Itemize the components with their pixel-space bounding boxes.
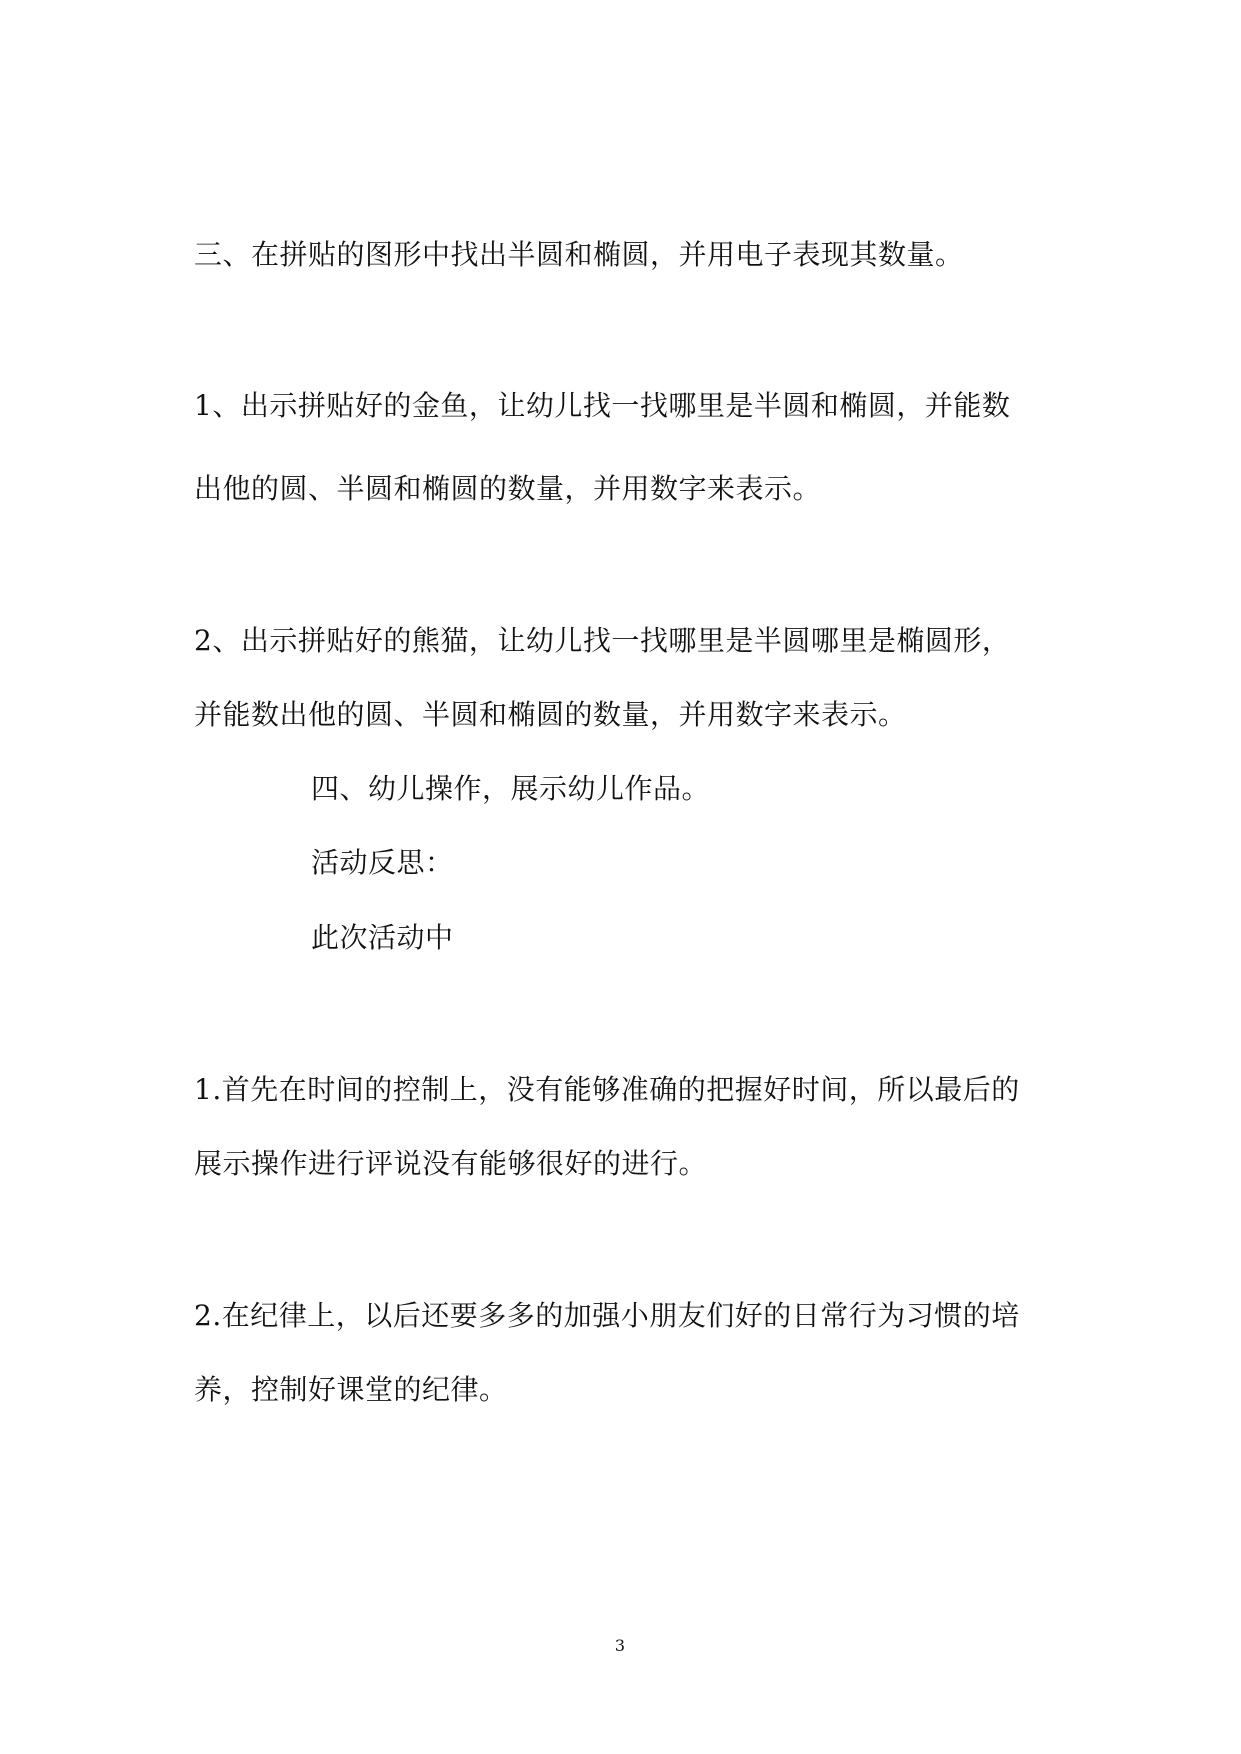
step-two-line-1: 2、出示拼贴好的熊猫，让幼儿找一找哪里是半圆哪里是椭圆形， [194,624,1011,657]
reflection-point-one-line-1: 1.首先在时间的控制上，没有能够准确的把握好时间，所以最后的 [194,1073,1020,1106]
step-one-line-1: 1、出示拼贴好的金鱼，让幼儿找一找哪里是半圆和椭圆，并能数 [194,389,1011,422]
reflection-point-two-line-1: 2.在纪律上，以后还要多多的加强小朋友们好的日常行为习惯的培 [194,1299,1020,1332]
section-three-heading: 三、在拼贴的图形中找出半圆和椭圆，并用电子表现其数量。 [194,238,964,271]
reflection-point-two-line-2: 养，控制好课堂的纪律。 [194,1373,508,1406]
reflection-intro: 此次活动中 [311,921,454,954]
reflection-heading: 活动反思： [311,846,454,879]
reflection-point-one-line-2: 展示操作进行评说没有能够很好的进行。 [194,1147,708,1180]
step-two-line-2: 并能数出他的圆、半圆和椭圆的数量，并用数字来表示。 [194,698,907,731]
page-number: 3 [614,1636,626,1655]
step-one-line-2: 出他的圆、半圆和椭圆的数量，并用数字来表示。 [194,472,822,505]
section-four-heading: 四、幼儿操作，展示幼儿作品。 [311,772,711,805]
